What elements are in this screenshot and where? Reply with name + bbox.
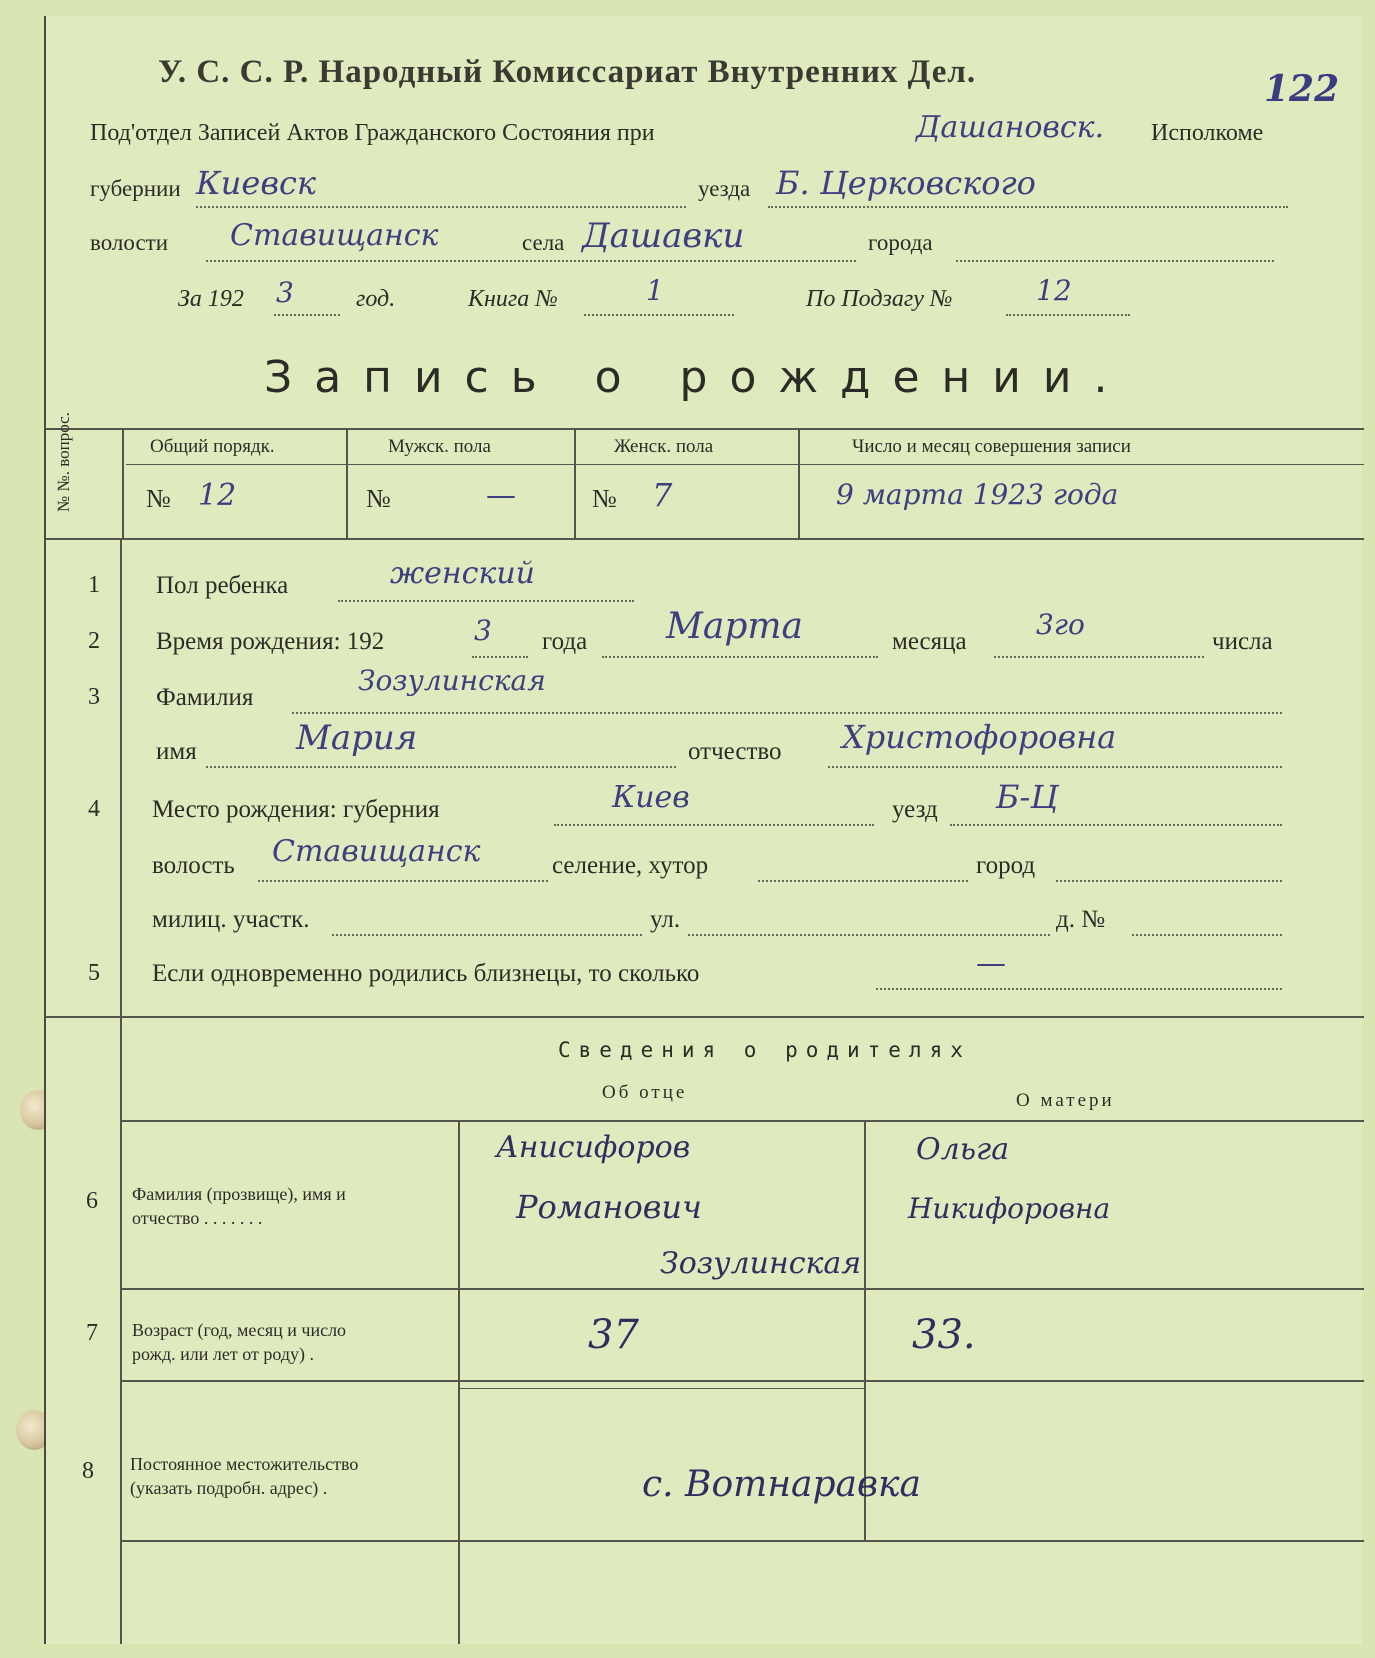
top-table-side-label: № №. вопрос. <box>54 412 73 512</box>
mother-header: О матери <box>1016 1090 1115 1111</box>
gubernia-line <box>196 206 686 208</box>
gubernia-handwritten: Киевск <box>196 164 316 202</box>
col4-value: 9 марта 1923 года <box>836 478 1119 511</box>
gorod-line <box>956 260 1274 262</box>
q5-label: Если одновременно родились близнецы, то сколько <box>152 960 700 987</box>
col1-value: 12 <box>198 478 237 513</box>
selenie-label: селение, хутор <box>552 852 709 879</box>
birth-record-sheet <box>44 16 1362 1644</box>
subtitle-prefix: Под'отдел Записей Актов Гражданского Состояния при <box>90 120 655 146</box>
q8-row-bottom <box>120 1540 1364 1542</box>
top-table-col3-header: Женск. пола <box>614 436 714 457</box>
year-handwritten: 3 <box>276 276 294 309</box>
q4-gubernia-handwritten: Киев <box>612 780 690 815</box>
q3-number: 3 <box>88 684 100 710</box>
ul-label: ул. <box>650 906 681 933</box>
q4-uezd-line <box>950 824 1282 826</box>
header-title: У. С. С. Р. Народный Комиссариат Внутренних Дел. <box>158 54 977 90</box>
q7-label-line1: Возраст (год, месяц и число <box>132 1320 347 1340</box>
q2-month-handwritten: Марта <box>666 606 803 647</box>
podzag-handwritten: 12 <box>1036 274 1072 307</box>
gorod-line-q4 <box>1056 880 1282 882</box>
podzag-label: По Подзагу № <box>806 286 953 312</box>
q5-handwritten: — <box>976 946 1006 981</box>
q2-month-line <box>602 656 878 658</box>
selo-handwritten: Дашавки <box>582 216 745 256</box>
year-label: За 192 <box>178 286 244 312</box>
top-table-col-sep-0 <box>122 428 124 538</box>
q3-line <box>292 712 1282 714</box>
col2-num-sign: № <box>366 484 391 513</box>
q1-number: 1 <box>88 572 100 598</box>
q6-row-bottom <box>120 1288 1364 1290</box>
q4-uezd-handwritten: Б-Ц <box>996 778 1059 816</box>
q5-number: 5 <box>88 960 100 986</box>
q6-label-line1: Фамилия (прозвище), имя и <box>132 1184 346 1204</box>
top-table-col-sep-1 <box>346 428 348 538</box>
question-col-sep <box>120 538 122 1644</box>
q4-gubernia-line <box>554 824 874 826</box>
imya-line <box>206 766 676 768</box>
q8-label-line2: (указать подробн. адрес) . <box>130 1478 328 1498</box>
q5-line <box>876 988 1282 990</box>
mother-name-line2: Никифоровна <box>908 1192 1111 1225</box>
volost-handwritten: Ставищанск <box>230 218 439 253</box>
book-handwritten: 1 <box>646 274 664 307</box>
uezd-label: уезда <box>698 176 751 201</box>
milic-label: милиц. участк. <box>152 906 310 933</box>
volost-line-q4 <box>258 880 548 882</box>
q2-day-line <box>994 656 1204 658</box>
col1-num-sign: № <box>146 484 171 513</box>
address-handwritten: с. Вотнаравка <box>642 1464 921 1505</box>
q2-day-handwritten: 3го <box>1036 608 1085 641</box>
q8-number: 8 <box>82 1458 94 1484</box>
q2-chisla: числа <box>1212 628 1273 655</box>
book-label: Книга № <box>468 286 558 312</box>
volost-line <box>206 260 856 262</box>
parents-header-bottom <box>120 1120 1364 1122</box>
q1-line <box>338 600 634 602</box>
podzag-line <box>1006 314 1130 316</box>
subtitle-suffix: Исполкоме <box>1151 120 1264 146</box>
q6-number: 6 <box>86 1188 98 1214</box>
top-table-col-sep-2 <box>574 428 576 538</box>
q4-number: 4 <box>88 796 100 822</box>
col2-value: — <box>486 478 516 513</box>
volost-handwritten-q4: Ставищанск <box>272 834 481 869</box>
father-name-line1: Анисифоров <box>496 1130 691 1165</box>
god-label: год. <box>356 286 396 312</box>
q2-goda: года <box>542 628 588 655</box>
top-table-col2-header: Мужск. пола <box>388 436 491 457</box>
q3-label: Фамилия <box>156 684 254 711</box>
otchestvo-label: отчество <box>688 738 782 765</box>
dom-line <box>1132 934 1282 936</box>
book-line <box>584 314 734 316</box>
father-age: 37 <box>588 1312 639 1358</box>
q8-label-line1: Постоянное местожительство <box>130 1454 359 1474</box>
q2-year-handwritten: 3 <box>474 614 492 647</box>
q1-label: Пол ребенка <box>156 572 289 599</box>
year-line <box>274 314 340 316</box>
q2-label: Время рождения: 192 <box>156 628 385 655</box>
document-title: Запись о рождении. <box>264 352 1130 403</box>
gorod-label: города <box>868 230 933 255</box>
top-table-col1-header: Общий порядк. <box>150 436 275 457</box>
dom-label: д. № <box>1056 906 1106 933</box>
q4-uezd-label: уезд <box>892 796 938 823</box>
gubernia-label: губернии <box>90 176 181 201</box>
parents-border-top <box>46 1016 1364 1018</box>
gorod-label-q4: город <box>976 852 1036 879</box>
col3-num-sign: № <box>592 484 617 513</box>
selenie-line <box>758 880 968 882</box>
uezd-line <box>768 206 1288 208</box>
corner-mark: 122 <box>1264 68 1340 110</box>
father-header: Об отце <box>602 1082 688 1103</box>
otchestvo-line <box>828 766 1282 768</box>
father-name-line2: Романович <box>516 1188 702 1226</box>
family-surname: Зозулинская <box>660 1246 862 1281</box>
imya-label: имя <box>156 738 197 765</box>
q2-mesyaca: месяца <box>892 628 967 655</box>
parents-title: Сведения о родителях <box>558 1038 971 1062</box>
q8-row-top <box>458 1388 864 1389</box>
q2-number: 2 <box>88 628 100 654</box>
uezd-handwritten: Б. Церковского <box>776 164 1036 202</box>
q7-row-bottom <box>120 1380 1364 1382</box>
q6-label-line2: отчество . . . . . . . <box>132 1208 263 1228</box>
selo-label: села <box>522 230 565 255</box>
subtitle-handwritten: Дашановск. <box>916 110 1105 145</box>
q3-handwritten: Зозулинская <box>358 664 546 697</box>
q7-label-line2: рожд. или лет от роду) . <box>132 1344 314 1364</box>
imya-handwritten: Мария <box>296 718 418 758</box>
volost-label-q4: волость <box>152 852 235 879</box>
mother-name-line1: Ольга <box>916 1132 1010 1167</box>
milic-line <box>332 934 642 936</box>
top-table-border-bottom <box>46 538 1364 540</box>
top-table-col4-header: Число и месяц совершения записи <box>852 436 1131 457</box>
top-table-header-bottom <box>126 464 1364 465</box>
col3-value: 7 <box>652 476 673 514</box>
top-table-border-top <box>46 428 1364 430</box>
q1-handwritten: женский <box>390 556 535 591</box>
q7-number: 7 <box>86 1320 98 1346</box>
ul-line <box>688 934 1050 936</box>
otchestvo-handwritten: Христофоровна <box>842 718 1117 756</box>
q4-label: Место рождения: губерния <box>152 796 440 823</box>
q2-year-line <box>472 656 528 658</box>
mother-age: 33. <box>912 1312 976 1358</box>
volost-label: волости <box>90 230 169 255</box>
top-table-col-sep-3 <box>798 428 800 538</box>
parents-label-sep <box>458 1120 460 1644</box>
